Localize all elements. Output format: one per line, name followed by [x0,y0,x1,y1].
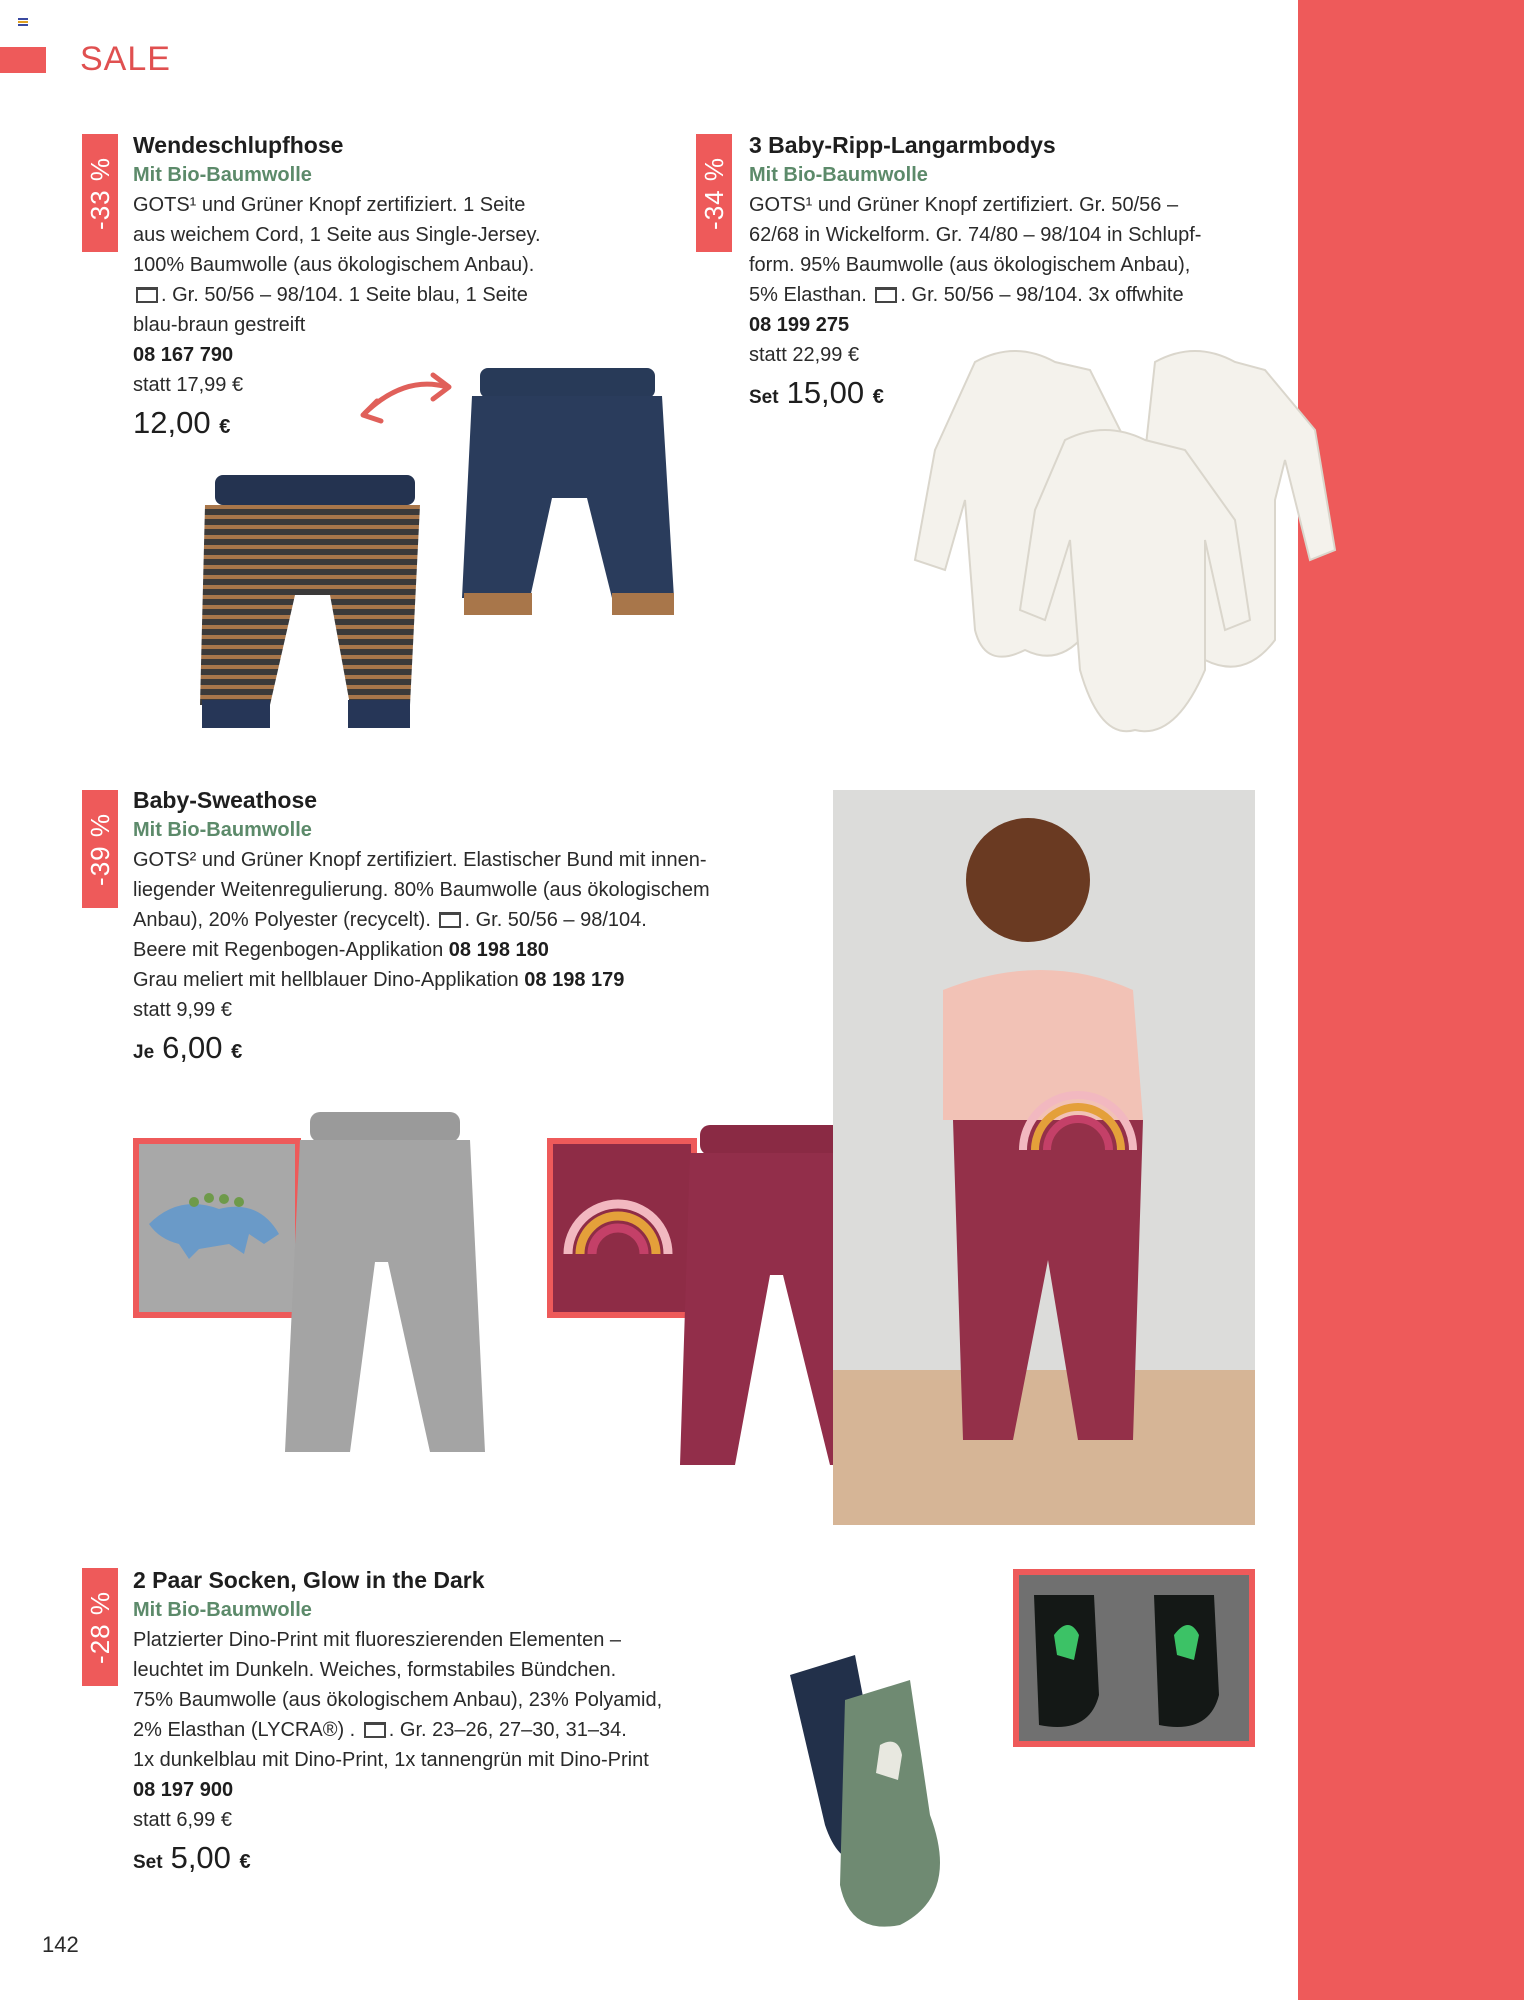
grey-sweatpants-image [280,1112,490,1472]
description-line: GOTS¹ und Grüner Knopf zertifiziert. 1 Seite [133,194,526,216]
description-line: Platzierter Dino-Print mit fluoreszierenden Elementen – [133,1629,621,1651]
description-line: blau-braun gestreift [133,314,306,336]
old-price: statt 22,99 € [749,344,860,366]
description-line: 2% Elasthan (LYCRA®) . . Gr. 23–26, 27–30, 31–34. [133,1719,627,1741]
bodysuits-image [905,340,1417,750]
product-baby-sweathose [133,785,813,1076]
description-line: GOTS¹ und Grüner Knopf zertifiziert. Gr. 50/56 – [749,194,1179,216]
product-subtitle: Mit Bio-Baumwolle [749,164,928,186]
product-subtitle: Mit Bio-Baumwolle [133,1599,312,1621]
description-line: aus weichem Cord, 1 Seite aus Single-Jersey. [133,224,541,246]
price: 12,00 € [133,405,231,440]
description-line: liegender Weitenregulierung. 80% Baumwolle (aus ökologischem [133,879,710,901]
article-number: 08 199 275 [749,314,850,336]
old-price: statt 9,99 € [133,999,232,1021]
old-price: statt 6,99 € [133,1809,232,1831]
discount-badge: -39 % [82,790,118,908]
article-number: 08 167 790 [133,344,234,366]
wash-40-icon [439,912,461,928]
description-line: 62/68 in Wickelform. Gr. 74/80 – 98/104 in Schlupf- [749,224,1202,246]
page-number: 142 [42,1932,79,1957]
discount-badge: -34 % [696,134,732,252]
description-line: . Gr. 50/56 – 98/104. 1 Seite blau, 1 Seite [133,280,653,310]
price: Set 15,00 € [749,375,884,410]
article-number: 08 197 900 [133,1779,234,1801]
product-title: Wendeschlupfhose [133,132,344,158]
dino-detail-image [133,1138,301,1318]
product-title: 3 Baby-Ripp-Langarmbodys [749,132,1056,158]
description-line: Anbau), 20% Polyester (recycelt). . Gr. 50/56 – 98/104. [133,909,647,931]
product-subtitle: Mit Bio-Baumwolle [133,164,312,186]
blue-cord-pants-image [462,368,674,630]
discount-badge: -28 % [82,1568,118,1686]
description-line: 1x dunkelblau mit Dino-Print, 1x tannengrün mit Dino-Print [133,1749,649,1771]
old-price: statt 17,99 € [133,374,244,396]
striped-pants-image [200,475,425,740]
wash-40-icon [136,287,158,303]
product-subtitle: Mit Bio-Baumwolle [133,819,312,841]
description-line: 100% Baumwolle (aus ökologischem Anbau). [133,254,535,276]
wash-40-icon [875,287,897,303]
price: Set 5,00 € [133,1840,251,1875]
variant-line: Grau meliert mit hellblauer Dino-Applikation 08 198 179 [133,969,625,991]
socks-image [780,1655,980,1930]
discount-badge: -33 % [82,134,118,252]
product-title: Baby-Sweathose [133,787,318,813]
reversible-arrow-icon [355,365,455,425]
article-number: 08 198 180 [448,939,549,961]
wash-40-icon [364,1722,386,1738]
description-line: form. 95% Baumwolle (aus ökologischem Anbau), [749,254,1191,276]
glow-socks-image [1013,1569,1255,1747]
article-number: 08 198 179 [524,969,625,991]
description-line: leuchtet im Dunkeln. Weiches, formstabiles Bündchen. [133,1659,617,1681]
product-socken [133,1565,753,1886]
product-title: 2 Paar Socken, Glow in the Dark [133,1567,485,1593]
description-line: 75% Baumwolle (aus ökologischem Anbau), 23% Polyamid, [133,1689,663,1711]
accent-side-band [1298,0,1524,2000]
toddler-photo [833,790,1255,1525]
price: Je 6,00 € [133,1030,243,1065]
description-line: GOTS² und Grüner Knopf zertifiziert. Elastischer Bund mit innen- [133,849,707,871]
description-line: 5% Elasthan. . Gr. 50/56 – 98/104. 3x offwhite [749,284,1184,306]
flag-icon [18,18,28,26]
section-marker [0,47,46,73]
section-title: SALE [80,40,171,78]
variant-line: Beere mit Regenbogen-Applikation 08 198 180 [133,939,549,961]
